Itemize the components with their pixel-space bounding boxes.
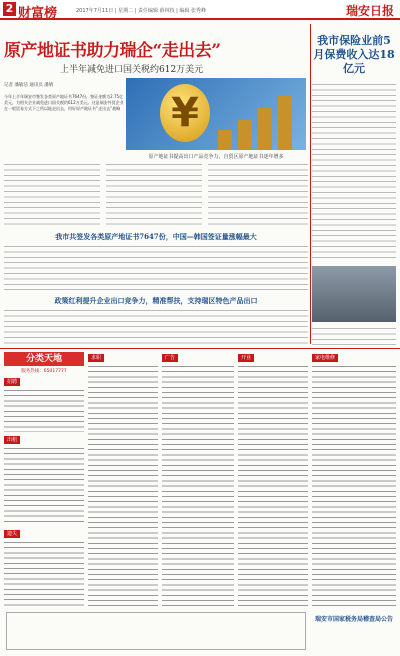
ad-listing bbox=[162, 364, 234, 608]
main-subheadline: 上半年减免进口国关税约612万美元 bbox=[60, 65, 204, 75]
body-column bbox=[208, 162, 308, 228]
chart-bar-decor bbox=[258, 108, 272, 150]
body-text-block bbox=[4, 308, 308, 346]
category-label: 广告 bbox=[162, 354, 178, 362]
side-headline: 我市保险业前5月保费收入达18亿元 bbox=[313, 34, 395, 75]
byline: 记者 潘敏洁 通讯员 潘婧 bbox=[4, 83, 54, 88]
section-head-1: 我市共签发各类原产地证书7647份，中国—韩国签证量涨幅最大 bbox=[55, 232, 257, 241]
ad-listing bbox=[4, 388, 84, 432]
ad-listing bbox=[4, 540, 84, 608]
bottom-notice-block bbox=[6, 612, 306, 650]
section-divider bbox=[0, 348, 400, 349]
tax-bureau-notice-title: 瑞安市国家税务局稽查局公告 bbox=[314, 616, 393, 623]
ad-listing bbox=[312, 364, 396, 608]
photo-caption: 原产地证书提高出口产品竞争力，自贸区原产地证书逐年增多 bbox=[148, 154, 284, 160]
category-label: 开业 bbox=[238, 354, 254, 362]
ad-listing bbox=[4, 446, 84, 526]
issue-meta: 2017年7月11日 | 星期二 | 责任编辑 薛林枝 | 编辑 张秀峰 bbox=[76, 8, 207, 14]
section-title: 财富榜 bbox=[18, 6, 58, 21]
category-label: 招聘 bbox=[4, 378, 20, 386]
ad-listing bbox=[238, 364, 308, 608]
body-text-block bbox=[4, 244, 308, 292]
side-body-text bbox=[312, 82, 396, 262]
category-label: 家电维修 bbox=[312, 354, 338, 362]
classifieds-hotline: 服务热线：65017777 bbox=[21, 369, 67, 374]
body-column bbox=[4, 162, 100, 228]
side-photo bbox=[312, 266, 396, 322]
chart-bar-decor bbox=[238, 120, 252, 150]
newspaper-brand: 瑞安日报 bbox=[345, 4, 394, 18]
main-headline: 原产地证书助力瑞企“走出去” bbox=[4, 41, 221, 61]
ad-listing bbox=[88, 364, 158, 608]
column-divider bbox=[310, 24, 311, 344]
page-number: 2 bbox=[3, 2, 16, 16]
category-label: 出租 bbox=[4, 436, 20, 444]
body-column bbox=[106, 162, 202, 228]
lead-paragraph: 今年上半年瑞安市签发各类原产地证书7647份，签证金额为2.75亿美元，为相关企业减免进口国关税约612万美元。这是瑞安外贸企业在一般贸易方式下之所以能走出去，用好原产地证书“走出去”战略 bbox=[4, 94, 124, 111]
chart-bar-decor bbox=[278, 96, 292, 150]
yuan-coin-icon: ¥ bbox=[160, 84, 210, 142]
chart-bar-decor bbox=[218, 130, 232, 150]
category-label: 求职 bbox=[88, 354, 104, 362]
side-body-text bbox=[312, 326, 396, 346]
category-label: 遗失 bbox=[4, 530, 20, 538]
section-head-2: 政策红利提升企业出口竞争力，精准帮扶，支持瑞区特色产品出口 bbox=[54, 296, 258, 305]
hero-illustration bbox=[126, 78, 306, 150]
classifieds-title: 分类天地 bbox=[4, 352, 84, 366]
page-header bbox=[0, 0, 400, 20]
